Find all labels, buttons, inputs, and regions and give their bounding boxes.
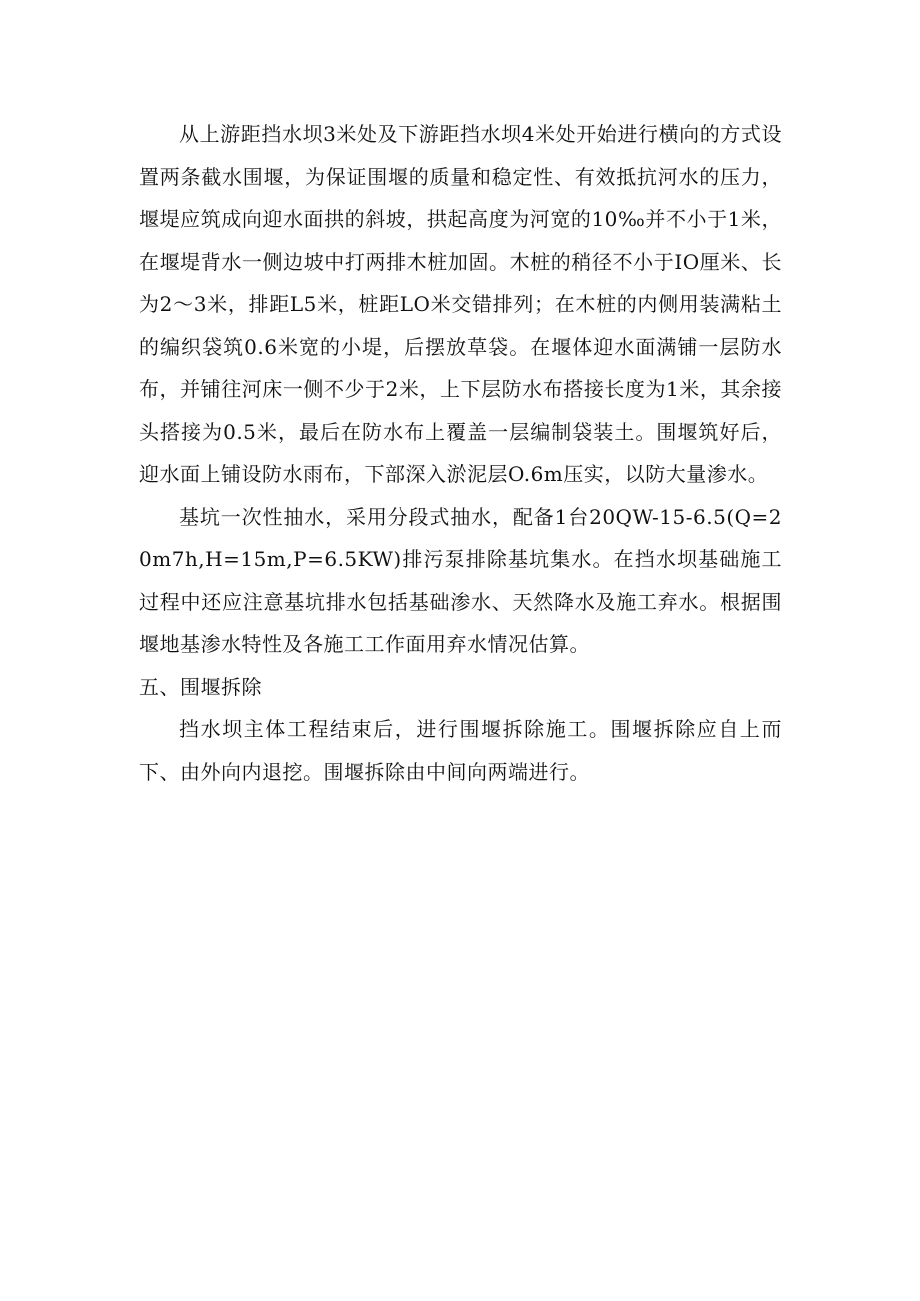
document-body bbox=[139, 113, 782, 793]
section-heading-cofferdam-removal: 五、围堰拆除 bbox=[139, 674, 262, 699]
paragraph-pit-dewatering: 基坑一次性抽水，采用分段式抽水，配备1台20QW-15-6.5(Q=20m7h,H=15m,P=6.5KW)排污泵排除基坑集水。在挡水坝基础施工过程中还应注意基坑排水包括基础渗水、天然降水及施工弃水。根据围堰地基渗水特性及各施工工作面用弃水情况估算。 bbox=[139, 504, 782, 656]
paragraph-cofferdam-construction: 从上游距挡水坝3米处及下游距挡水坝4米处开始进行横向的方式设置两条截水围堰，为保证围堰的质量和稳定性、有效抵抗河水的压力，堰堤应筑成向迎水面拱的斜坡，拱起高度为河宽的10‰并不小于1米，在堰堤背水一侧边坡中打两排木桩加固。木桩的稍径不小于IO厘米、长为2〜3米，排距L5米，桩距LO米交错排列；在木桩的内侧用装满粘土的编织袋筑0.6米宽的小堤，后摆放草袋。在堰体迎水面满铺一层防水布，并铺往河床一侧不少于2米，上下层防水布搭接长度为1米，其余接头搭接为0.5米，最后在防水布上覆盖一层编制袋装土。围堰筑好后，迎水面上铺设防水雨布，下部深入淤泥层O.6m压实，以防大量渗水。 bbox=[139, 122, 782, 486]
paragraph-cofferdam-removal: 挡水坝主体工程结束后，进行围堰拆除施工。围堰拆除应自上而下、由外向内退挖。围堰拆除由中间向两端进行。 bbox=[139, 717, 782, 784]
